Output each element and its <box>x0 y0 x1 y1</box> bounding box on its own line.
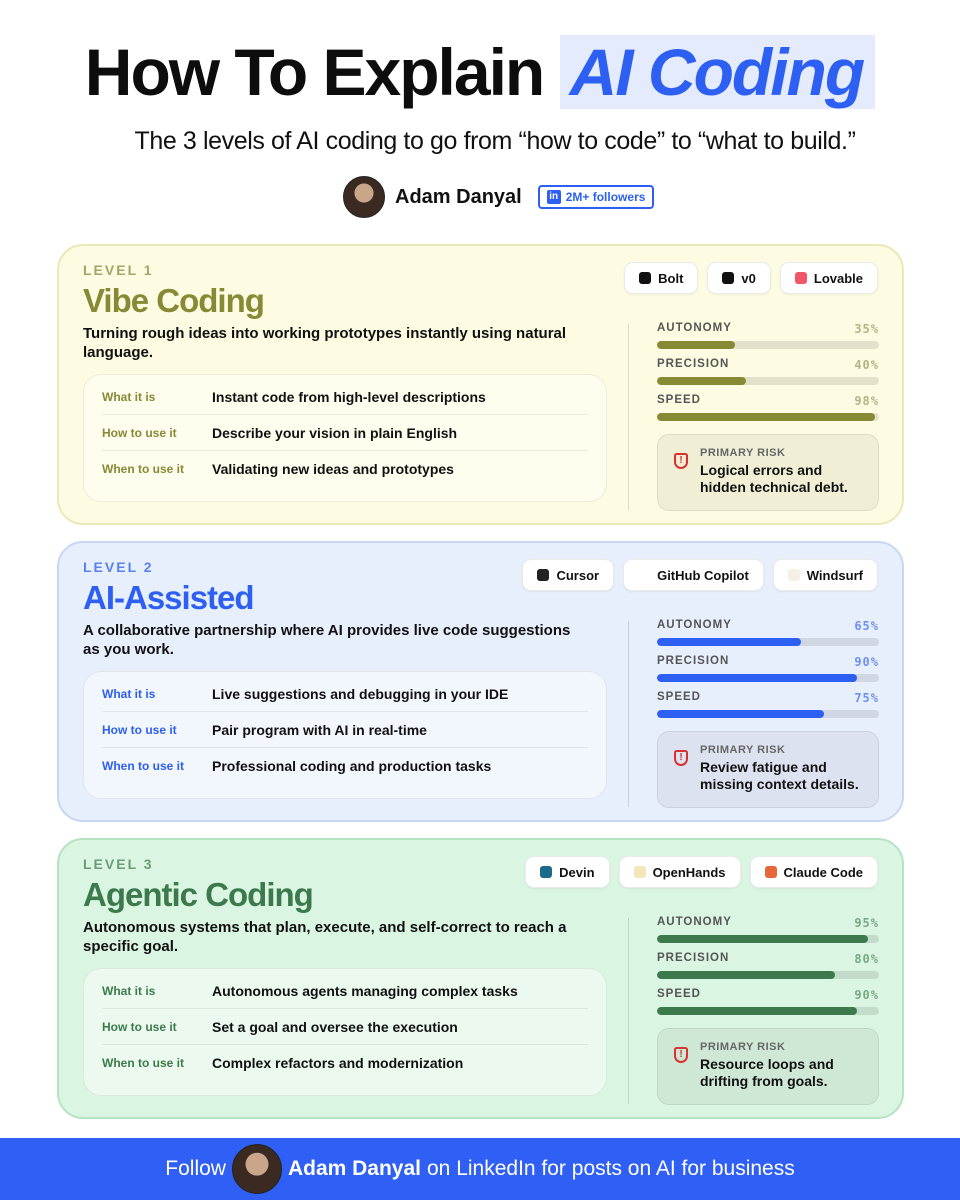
progress-fill <box>657 710 824 718</box>
tool-chip[interactable] <box>522 559 614 591</box>
metric-value: 80% <box>854 952 879 966</box>
row-value: Describe your vision in plain English <box>212 424 458 441</box>
risk-text: Logical errors and hidden technical debt. <box>700 462 848 495</box>
row-label: When to use it <box>102 1056 184 1070</box>
divider <box>628 621 629 807</box>
metric-value: 90% <box>854 655 879 669</box>
metric-name: PRECISION <box>657 655 730 667</box>
shield-alert-icon: ! <box>674 750 688 766</box>
level-title: AI-Assisted <box>83 579 254 616</box>
subtitle: The 3 levels of AI coding to go from “how to code” to “what to build.” <box>134 127 856 155</box>
metric-autonomy <box>657 322 879 358</box>
metric-name: SPEED <box>657 691 701 703</box>
tool-chips <box>522 559 878 591</box>
metric-name: AUTONOMY <box>657 322 732 334</box>
row-value: Set a goal and oversee the execution <box>212 1018 458 1035</box>
table-row <box>102 712 588 748</box>
bolt-icon <box>639 272 651 284</box>
row-value: Validating new ideas and prototypes <box>212 461 454 477</box>
info-table <box>83 374 607 502</box>
row-label: What it is <box>102 389 156 404</box>
followers-badge[interactable] <box>538 185 655 209</box>
level-label: LEVEL 1 <box>83 262 154 278</box>
progress-fill <box>657 638 801 646</box>
row-value: Complex refactors and modernization <box>212 1055 464 1071</box>
row-label: When to use it <box>102 759 184 773</box>
lovable-icon <box>795 272 807 284</box>
metric-header <box>657 952 879 966</box>
table-row <box>102 1045 588 1081</box>
progress-bar <box>657 674 879 682</box>
primary-risk-box <box>657 731 879 808</box>
metric-value: 90% <box>854 988 879 1002</box>
progress-bar <box>657 971 879 979</box>
tool-label: v0 <box>741 270 756 286</box>
metric-precision <box>657 655 879 691</box>
level-card-3 <box>57 838 904 1119</box>
progress-fill <box>657 674 857 682</box>
table-row <box>102 415 588 451</box>
author-name: Adam Danyal <box>395 185 522 208</box>
tool-label: Devin <box>559 864 595 880</box>
followers-count: 2M+ followers <box>565 190 646 204</box>
progress-bar <box>657 638 879 646</box>
metric-header <box>657 394 879 408</box>
title-plain: How To Explain <box>84 35 544 109</box>
divider <box>628 324 629 510</box>
table-row <box>102 973 588 1009</box>
tool-label: Windsurf <box>806 567 863 583</box>
v0-icon <box>722 272 734 284</box>
footer-text: on LinkedIn for posts on AI for business <box>427 1157 795 1180</box>
metric-value: 65% <box>854 619 879 633</box>
level-title: Agentic Coding <box>83 876 313 913</box>
page-title <box>0 34 960 110</box>
metric-name: SPEED <box>657 394 701 406</box>
metric-header <box>657 988 879 1002</box>
claude-code-icon <box>765 866 777 878</box>
level-card-2 <box>57 541 904 822</box>
footer-avatar <box>232 1144 282 1194</box>
metric-value: 35% <box>854 322 879 336</box>
table-row <box>102 1009 588 1045</box>
metric-value: 98% <box>854 394 879 408</box>
metric-speed <box>657 691 879 727</box>
progress-bar <box>657 377 879 385</box>
metric-autonomy <box>657 619 879 655</box>
metric-value: 40% <box>854 358 879 372</box>
level-description: A collaborative partnership where AI provides live code suggestions as you work. <box>83 622 571 658</box>
footer-banner <box>0 1138 960 1200</box>
metric-header <box>657 322 879 336</box>
progress-fill <box>657 377 746 385</box>
metric-precision <box>657 952 879 988</box>
author <box>343 176 654 218</box>
risk-label: PRIMARY RISK <box>700 447 786 459</box>
row-value: Professional coding and production tasks <box>212 758 492 774</box>
progress-fill <box>657 413 875 421</box>
progress-bar <box>657 1007 879 1015</box>
metric-precision <box>657 358 879 394</box>
metric-speed <box>657 394 879 430</box>
metric-header <box>657 691 879 705</box>
metric-speed <box>657 988 879 1024</box>
tool-chip[interactable] <box>619 856 741 888</box>
divider <box>628 918 629 1104</box>
progress-bar <box>657 710 879 718</box>
metric-name: SPEED <box>657 988 701 1000</box>
tool-chip[interactable] <box>624 262 698 294</box>
primary-risk-box <box>657 434 879 511</box>
tool-chip[interactable] <box>780 262 878 294</box>
footer-follow: Follow <box>165 1157 226 1180</box>
metric-value: 75% <box>854 691 879 705</box>
tool-label: GitHub Copilot <box>657 567 749 583</box>
table-row <box>102 379 588 415</box>
risk-label: PRIMARY RISK <box>700 1041 786 1053</box>
primary-risk-box <box>657 1028 879 1105</box>
row-value: Instant code from high-level descriptions <box>212 388 486 405</box>
progress-bar <box>657 341 879 349</box>
table-row <box>102 748 588 784</box>
metric-name: AUTONOMY <box>657 916 732 928</box>
level-description: Autonomous systems that plan, execute, and self-correct to reach a specific goal. <box>83 919 567 955</box>
row-value: Autonomous agents managing complex tasks <box>212 982 518 999</box>
tool-chip[interactable] <box>750 856 878 888</box>
github-copilot-icon <box>638 569 650 581</box>
metrics <box>657 322 879 430</box>
risk-text: Review fatigue and missing context details. <box>700 759 859 792</box>
shield-alert-icon: ! <box>674 453 688 469</box>
metric-header <box>657 358 879 372</box>
metric-header <box>657 916 879 930</box>
progress-bar <box>657 413 879 421</box>
devin-icon <box>540 866 552 878</box>
risk-label: PRIMARY RISK <box>700 744 786 756</box>
row-label: When to use it <box>102 462 184 476</box>
tool-chip[interactable] <box>623 559 764 591</box>
tool-label: Lovable <box>813 270 863 286</box>
progress-fill <box>657 341 735 349</box>
metric-value: 95% <box>854 916 879 930</box>
table-row <box>102 676 588 712</box>
table-row <box>102 451 588 487</box>
metric-autonomy <box>657 916 879 952</box>
level-description: Turning rough ideas into working prototypes instantly using natural language. <box>83 325 567 361</box>
tool-label: OpenHands <box>652 864 726 880</box>
row-value: Pair program with AI in real-time <box>212 721 427 738</box>
row-label: How to use it <box>102 722 177 737</box>
tool-chip[interactable] <box>773 559 878 591</box>
shield-alert-icon: ! <box>674 1047 688 1063</box>
avatar <box>343 176 385 218</box>
tool-chip[interactable] <box>525 856 609 888</box>
risk-text: Resource loops and drifting from goals. <box>700 1056 834 1089</box>
row-label: How to use it <box>102 425 177 440</box>
tool-chips <box>525 856 878 888</box>
progress-fill <box>657 971 835 979</box>
metric-name: PRECISION <box>657 358 730 370</box>
info-table <box>83 968 607 1096</box>
linkedin-icon: in <box>547 190 561 204</box>
level-label: LEVEL 2 <box>83 559 154 575</box>
level-label: LEVEL 3 <box>83 856 154 872</box>
row-label: What it is <box>102 983 156 998</box>
footer-name[interactable]: Adam Danyal <box>287 1157 421 1180</box>
openhands-icon <box>634 866 646 878</box>
info-table <box>83 671 607 799</box>
metric-header <box>657 655 879 669</box>
tool-chip[interactable] <box>707 262 770 294</box>
level-title: Vibe Coding <box>83 282 264 319</box>
row-label: How to use it <box>102 1019 177 1034</box>
progress-fill <box>657 935 868 943</box>
row-value: Live suggestions and debugging in your IDE <box>212 685 509 702</box>
level-card-1 <box>57 244 904 525</box>
windsurf-icon <box>788 569 800 581</box>
tool-chips <box>624 262 878 294</box>
metrics <box>657 916 879 1024</box>
row-label: What it is <box>102 686 156 701</box>
progress-bar <box>657 935 879 943</box>
tool-label: Bolt <box>658 270 684 286</box>
tool-label: Claude Code <box>783 864 863 880</box>
metrics <box>657 619 879 727</box>
metric-name: PRECISION <box>657 952 730 964</box>
metric-name: AUTONOMY <box>657 619 732 631</box>
metric-header <box>657 619 879 633</box>
cursor-icon <box>537 569 549 581</box>
tool-label: Cursor <box>556 567 600 583</box>
title-highlight: AI Coding <box>560 35 876 109</box>
progress-fill <box>657 1007 857 1015</box>
